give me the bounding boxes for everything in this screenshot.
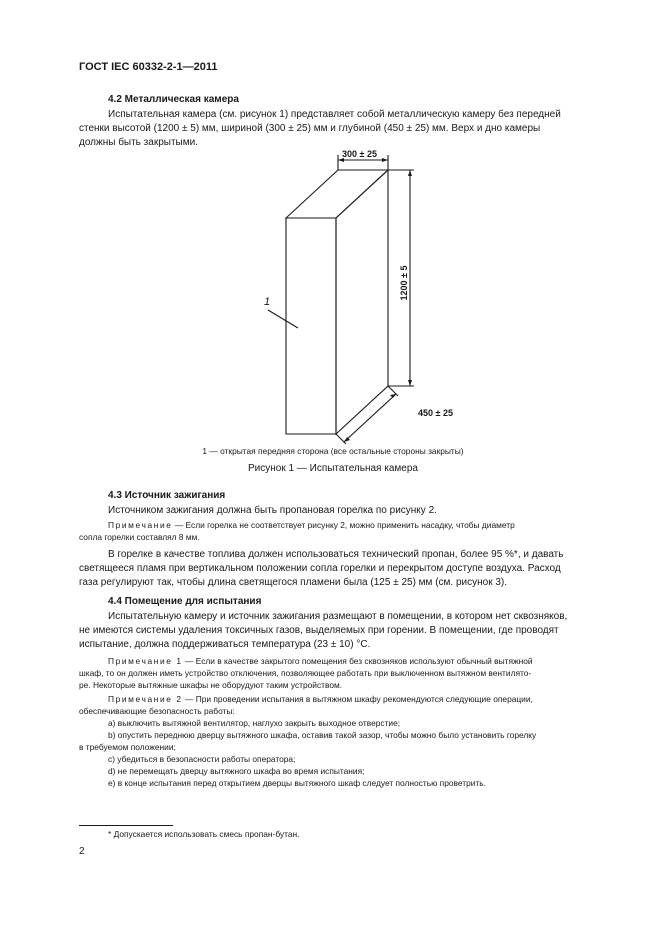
footnote: * Допускается использовать смесь пропан-бутан.	[108, 829, 300, 839]
chamber-drawing	[220, 140, 460, 450]
list-item-c: c) убедиться в безопасности работы оператора;	[108, 754, 296, 764]
s44-line2: не имеются системы удаления токсичных газов, выделяемых при горении. В помещении, где проводят	[79, 625, 559, 636]
s43-note-line1: Примечание — Если горелка не соответствует рисунку 2, можно применить насадку, чтобы диаметр	[108, 520, 515, 530]
figure-1-test-chamber	[220, 140, 460, 450]
list-item-d: d) не перемещать дверцу вытяжного шкафа во время испытания;	[108, 766, 365, 776]
s42-line3: должны быть закрытыми.	[79, 137, 198, 148]
figure-legend: 1 — открытая передняя сторона (все остальные стороны закрыты)	[202, 446, 464, 456]
s44-note1-line2: шкаф, то он должен иметь устройство отключения, позволяющее работать при выключенном вытяжном вентилято-	[79, 668, 532, 678]
s43-line2: В горелке в качестве топлива должен использоваться технический пропан, более 95 %*, и давать	[108, 549, 564, 560]
section-4-2-title: 4.2 Металлическая камера	[108, 94, 239, 105]
s44-line3: испытание, должна поддерживаться температура (23 ± 10) °С.	[79, 639, 371, 650]
front-face	[286, 218, 336, 434]
dim-depth-label: 450 ± 25	[418, 408, 453, 418]
list-item-b-cont: в требуемом положении;	[79, 742, 176, 752]
side-face	[336, 170, 388, 434]
page-number: 2	[79, 846, 85, 857]
document-header: ГОСТ IEC 60332-2-1—2011	[79, 61, 218, 73]
s43-line1: Источником зажигания должна быть пропановая горелка по рисунку 2.	[108, 505, 437, 516]
section-4-3-title: 4.3 Источник зажигания	[108, 490, 226, 501]
s44-note1-line3: ре. Некоторые вытяжные шкафы не оборудуют таким устройством.	[79, 680, 343, 690]
s43-note-line2: сопла горелки составлял 8 мм.	[79, 532, 200, 542]
s43-line4: газа регулируют так, чтобы длина светящегося пламени была (125 ± 25) мм (см. рисунок 3).	[79, 577, 508, 588]
s42-line1: Испытательная камера (см. рисунок 1) представляет собой металлическую камеру без передней	[108, 109, 561, 120]
s44-note2-line1: Примечание 2 — При проведении испытания в вытяжном шкафу рекомендуются следующие операции,	[108, 694, 533, 704]
top-face	[286, 170, 388, 218]
section-4-4-title: 4.4 Помещение для испытания	[108, 596, 262, 607]
dim-height-label: 1200 ± 5	[399, 265, 409, 301]
s44-note1-line1: Примечание 1 — Если в качестве закрытого помещения без сквозняков используют обычный вытяжной	[108, 656, 533, 666]
figure-caption: Рисунок 1 — Испытательная камера	[248, 463, 418, 474]
s44-line1: Испытательную камеру и источник зажигания размещают в помещении, в котором нет сквозняков,	[108, 611, 568, 622]
footnote-divider	[79, 825, 173, 826]
callout-1: 1	[264, 296, 271, 308]
s44-note2-line2: обеспечивающие безопасность работы:	[79, 706, 235, 716]
s43-line3: светящееся пламя при вертикальном положении сопла горелки и перекрытом доступе воздуха. Расход	[79, 563, 561, 574]
s42-line2: стенки высотой (1200 ± 5) мм, шириной (300 ± 25) мм и глубиной (450 ± 25) мм. Верх и дно камеры	[79, 123, 541, 134]
list-item-b: b) опустить переднюю дверцу вытяжного шкафа, оставив такой зазор, чтобы можно было установить горелку	[108, 730, 537, 740]
list-item-e: e) в конце испытания перед открытием дверцы вытяжного шкаф следует полностью проветрить.	[108, 778, 486, 788]
dim-width-label: 300 ± 25	[342, 149, 377, 159]
list-item-a: а) выключить вытяжной вентилятор, наглухо закрыть выходное отверстие;	[108, 718, 401, 728]
